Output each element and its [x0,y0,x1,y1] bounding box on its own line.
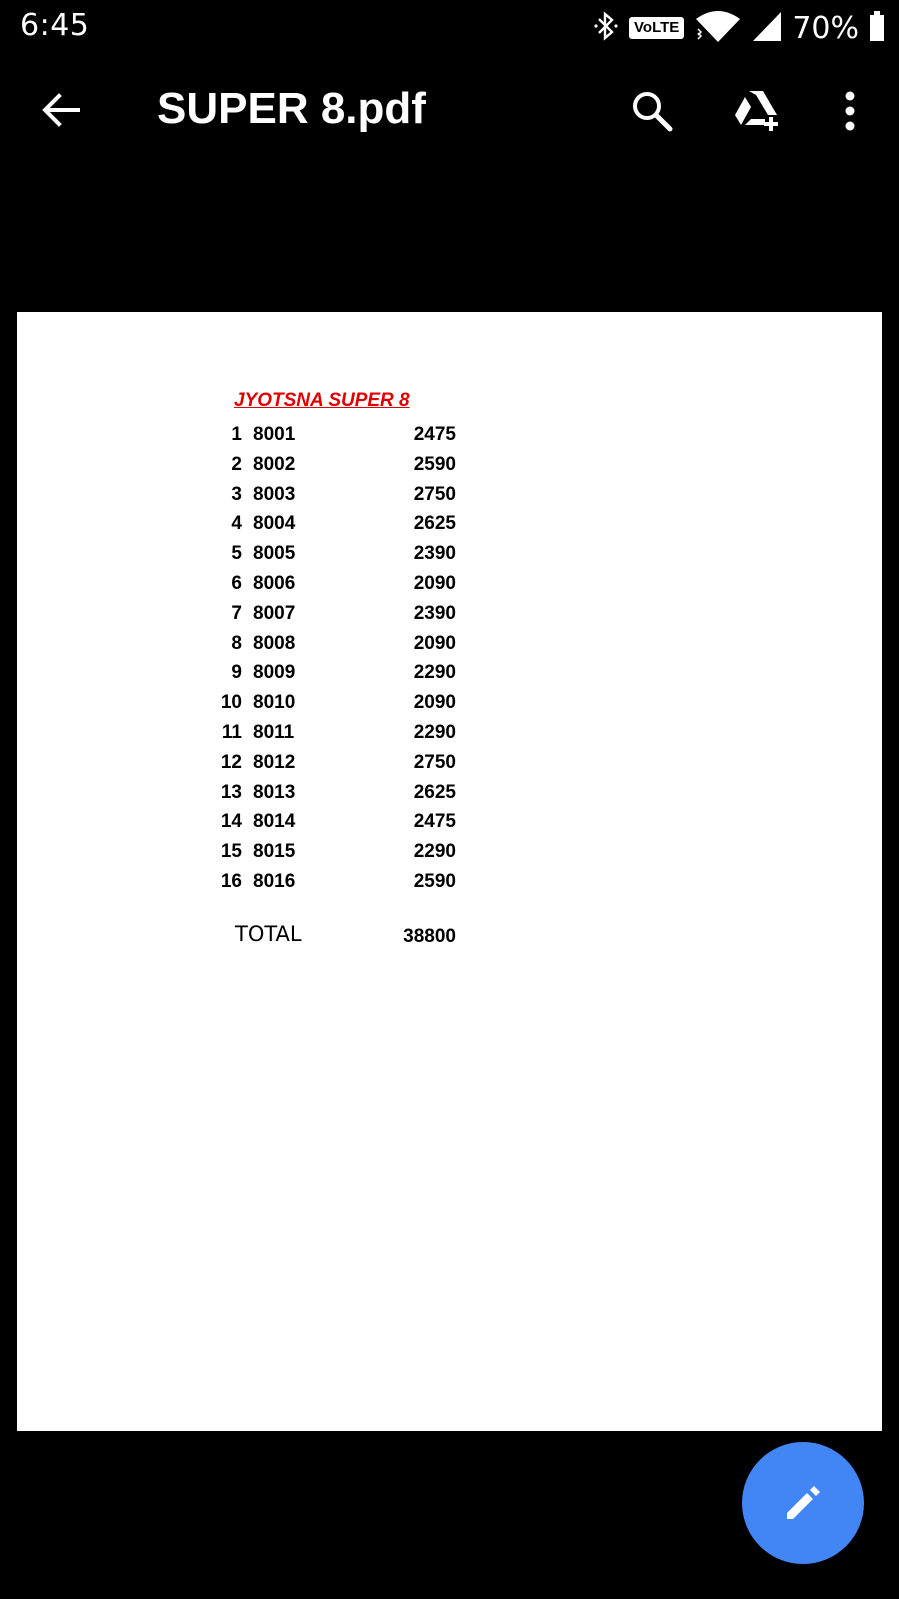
back-button[interactable] [36,86,84,134]
row-amount: 2590 [413,870,456,892]
row-number: 14 [220,811,242,833]
search-button[interactable] [627,86,677,136]
cell-signal-icon [752,10,782,46]
row-number: 16 [220,870,242,892]
battery-percent: 70% [792,10,859,46]
row-number: 11 [221,721,242,743]
row-code: 8006 [253,572,296,594]
row-code: 8012 [253,751,296,773]
row-code: 8008 [253,632,296,654]
total-label: TOTAL [235,922,302,946]
bluetooth-icon [593,10,619,46]
row-amount: 2390 [413,543,456,565]
row-code: 8002 [253,453,296,475]
row-code: 8004 [253,513,296,535]
page-title: SUPER 8.pdf [157,84,426,133]
row-amount: 2090 [413,692,456,714]
row-code: 8007 [253,602,296,624]
row-number: 12 [220,751,242,773]
row-number: 8 [231,632,242,654]
row-number: 7 [231,602,242,624]
row-code: 8010 [253,692,296,714]
row-number: 4 [231,513,242,535]
row-amount: 2625 [413,781,456,803]
row-number: 1 [231,424,242,445]
row-code: 8009 [253,662,296,684]
table-row [17,420,882,450]
edit-button[interactable] [742,1442,864,1564]
table-row [17,867,882,897]
row-number: 5 [231,543,242,565]
row-code: 8014 [253,811,296,833]
row-number: 3 [231,483,242,505]
row-code: 8003 [253,483,296,505]
status-time: 6:45 [20,8,90,43]
status-icons [593,6,885,50]
table-row [17,688,882,718]
row-amount: 2625 [413,513,456,535]
row-amount: 2590 [413,453,456,475]
drive-add-icon [733,89,783,133]
table-row [17,599,882,629]
row-code: 8016 [253,870,296,892]
row-amount: 2750 [413,751,456,773]
table-row [17,539,882,569]
app-bar [0,56,899,176]
search-icon [631,90,673,132]
more-vert-icon [844,91,856,131]
row-number: 13 [220,781,242,803]
table-row [17,629,882,659]
total-value: 38800 [403,926,456,947]
row-code: 8001 [253,424,296,445]
row-amount: 2290 [413,721,456,743]
table-row [17,509,882,539]
add-to-drive-button[interactable] [730,86,786,136]
row-amount: 2090 [413,572,456,594]
table-row [17,807,882,837]
edit-pencil-icon [781,1481,825,1525]
row-number: 15 [220,841,242,863]
row-number: 6 [231,572,242,594]
row-number: 2 [231,453,242,475]
back-arrow-icon [40,92,80,128]
table-row [17,569,882,599]
row-amount: 2290 [413,662,456,684]
row-amount: 2475 [413,424,456,445]
table-row [17,450,882,480]
document-table [17,420,882,897]
row-amount: 2475 [413,811,456,833]
document-heading: JYOTSNA SUPER 8 [234,390,410,411]
table-row [17,748,882,778]
row-code: 8013 [253,781,296,803]
battery-icon [869,10,885,46]
row-code: 8015 [253,841,296,863]
status-bar [0,0,899,56]
table-row [17,718,882,748]
table-row [17,778,882,808]
row-amount: 2090 [413,632,456,654]
pdf-page[interactable] [17,312,882,1431]
row-code: 8005 [253,543,296,565]
row-number: 9 [231,662,242,684]
row-code: 8011 [253,721,295,743]
row-amount: 2290 [413,841,456,863]
row-number: 10 [220,692,242,714]
table-row [17,658,882,688]
row-amount: 2390 [413,602,456,624]
table-row [17,837,882,867]
volte-icon: VoLTE [629,17,684,39]
row-amount: 2750 [413,483,456,505]
more-options-button[interactable] [830,86,870,136]
wifi-icon [694,9,742,47]
table-row [17,480,882,510]
